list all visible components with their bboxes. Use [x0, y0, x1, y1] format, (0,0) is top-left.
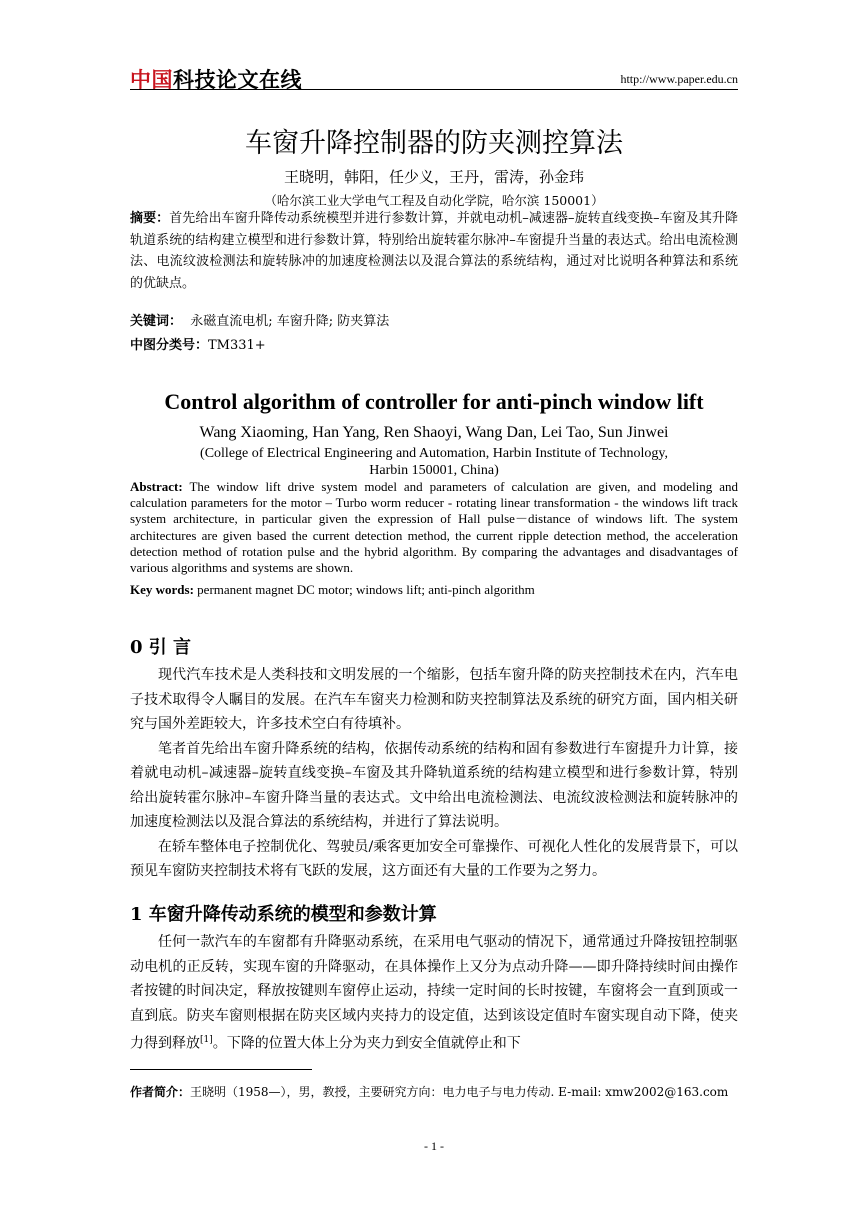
footnote-rule: [130, 1069, 312, 1070]
title-en: Control algorithm of controller for anti-pinch window lift: [164, 389, 704, 414]
keywords-en-label: Key words:: [130, 582, 194, 597]
section1-body: [130, 930, 738, 1056]
abstract-en-text: The window lift drive system model and parameters of calculation are given, and modeling and calculation parameters for the motor – Turbo worm reducer - rotating linear transformation - the windows lift track system architecture, in particular given the expression of Hall pulse－distance of windows lift. The system architectures are given based the current detection method, the current ripple detection method, the acceleration detection method of rotation pulse and the hybrid algorithm. By comparing the advantages and disadvantages of various algorithms and systems are shown.: [130, 479, 739, 576]
logo-black-text: 科技论文在线: [173, 68, 302, 92]
abstract-cn: [130, 208, 738, 294]
paragraph: [130, 930, 738, 1056]
abstract-cn-text: 首先给出车窗升降传动系统模型并进行参数计算，并就电动机–减速器–旋转直线变换–车窗及其升降轨道系统的结构建立模型和进行参数计算，特别给出旋转霍尔脉冲–车窗提升当量的表达式。给出电流检测法、电流纹波检测法和旋转脉冲的加速度检测法以及混合算法的系统结构，通过对比说明各种算法和系统的优缺点。: [130, 211, 738, 291]
author-footnote: [130, 1083, 738, 1100]
introduction-body: [130, 663, 738, 884]
title-cn: 车窗升降控制器的防夹测控算法: [245, 128, 623, 159]
abstract-cn-label: 摘要：: [130, 211, 170, 226]
header-url[interactable]: http://www.paper.edu.cn: [620, 72, 738, 86]
logo-red-text: 中国: [130, 68, 173, 92]
paragraph: 在轿车整体电子控制优化、驾驶员/乘客更加安全可靠操作、可视化人性化的发展背景下，可以预见车窗防夹控制技术将有飞跃的发展，这方面还有大量的工作要为之努力。: [130, 838, 738, 879]
affiliation-en: (College of Electrical Engineering and Automation, Harbin Institute of Technology, Harbin 150001, China): [200, 446, 668, 478]
clc-value: TM331+: [208, 338, 266, 353]
keywords-cn-text: 永磁直流电机; 车窗升降; 防夹算法: [190, 314, 390, 329]
header-rule: [130, 89, 738, 90]
abstract-en-label: Abstract:: [130, 479, 183, 494]
abstract-en: [130, 479, 738, 576]
citation-ref[interactable]: [1]: [200, 1035, 213, 1045]
affiliation-cn: （哈尔滨工业大学电气工程及自动化学院，哈尔滨 150001）: [264, 193, 604, 208]
section-heading-1: 1 车窗升降传动系统的模型和参数计算: [130, 904, 437, 925]
paragraph: 现代汽车技术是人类科技和文明发展的一个缩影，包括车窗升降的防夹控制技术在内，汽车电子技术取得令人瞩目的发展。在汽车车窗夹力检测和防夹控制算法及系统的研究方面，国内相关研究与国外差距较大，许多技术空白有待填补。: [130, 667, 738, 732]
keywords-en: [130, 582, 738, 598]
paragraph-text: 任何一款汽车的车窗都有升降驱动系统，在采用电气驱动的情况下，通常通过升降按钮控制驱动电机的正反转，实现车窗的升降驱动，在具体操作上又分为点动升降——即升降持续时间由操作者按键的时间决定，释放按键则车窗停止运动，持续一定时间的长时按键，车窗将会一直到顶或一直到底。防夹车窗则根据在防夹区域内夹持力的设定值，达到该设定值时车窗实现自动下降，使夹力得到释放: [130, 934, 738, 1052]
paragraph: 笔者首先给出车窗升降系统的结构，依据传动系统的结构和固有参数进行车窗提升力计算，接着就电动机–减速器–旋转直线变换–车窗及其升降轨道系统的结构建立模型和进行参数计算，特别给出旋转霍尔脉冲–车窗升降当量的表达式。文中给出电流检测法、电流纹波检测法和旋转脉冲的加速度检测法以及混合算法的系统结构，并进行了算法说明。: [130, 740, 738, 830]
clc-label: 中图分类号：: [130, 338, 209, 353]
keywords-en-text: permanent magnet DC motor; windows lift; anti-pinch algorithm: [197, 582, 535, 597]
paragraph-text-cont: 。下降的位置大体上分为夹力到安全值就停止和下: [212, 1035, 521, 1052]
authors-en: Wang Xiaoming, Han Yang, Ren Shaoyi, Wang Dan, Lei Tao, Sun Jinwei: [199, 424, 669, 441]
keywords-cn: [130, 310, 738, 329]
page-number: - 1 -: [424, 1139, 444, 1153]
footnote-label: 作者简介：: [130, 1085, 191, 1099]
authors-cn: 王晓明，韩阳，任少义，王丹，雷涛，孙金玮: [283, 168, 584, 186]
classification-number: [130, 334, 738, 353]
section-heading-introduction: 0 引 言: [130, 637, 192, 658]
keywords-cn-label: 关键词：: [130, 314, 183, 329]
footnote-text: 王晓明（1958—），男，教授，主要研究方向：电力电子与电力传动. E-mail: xmw2002@163.com: [190, 1085, 729, 1099]
